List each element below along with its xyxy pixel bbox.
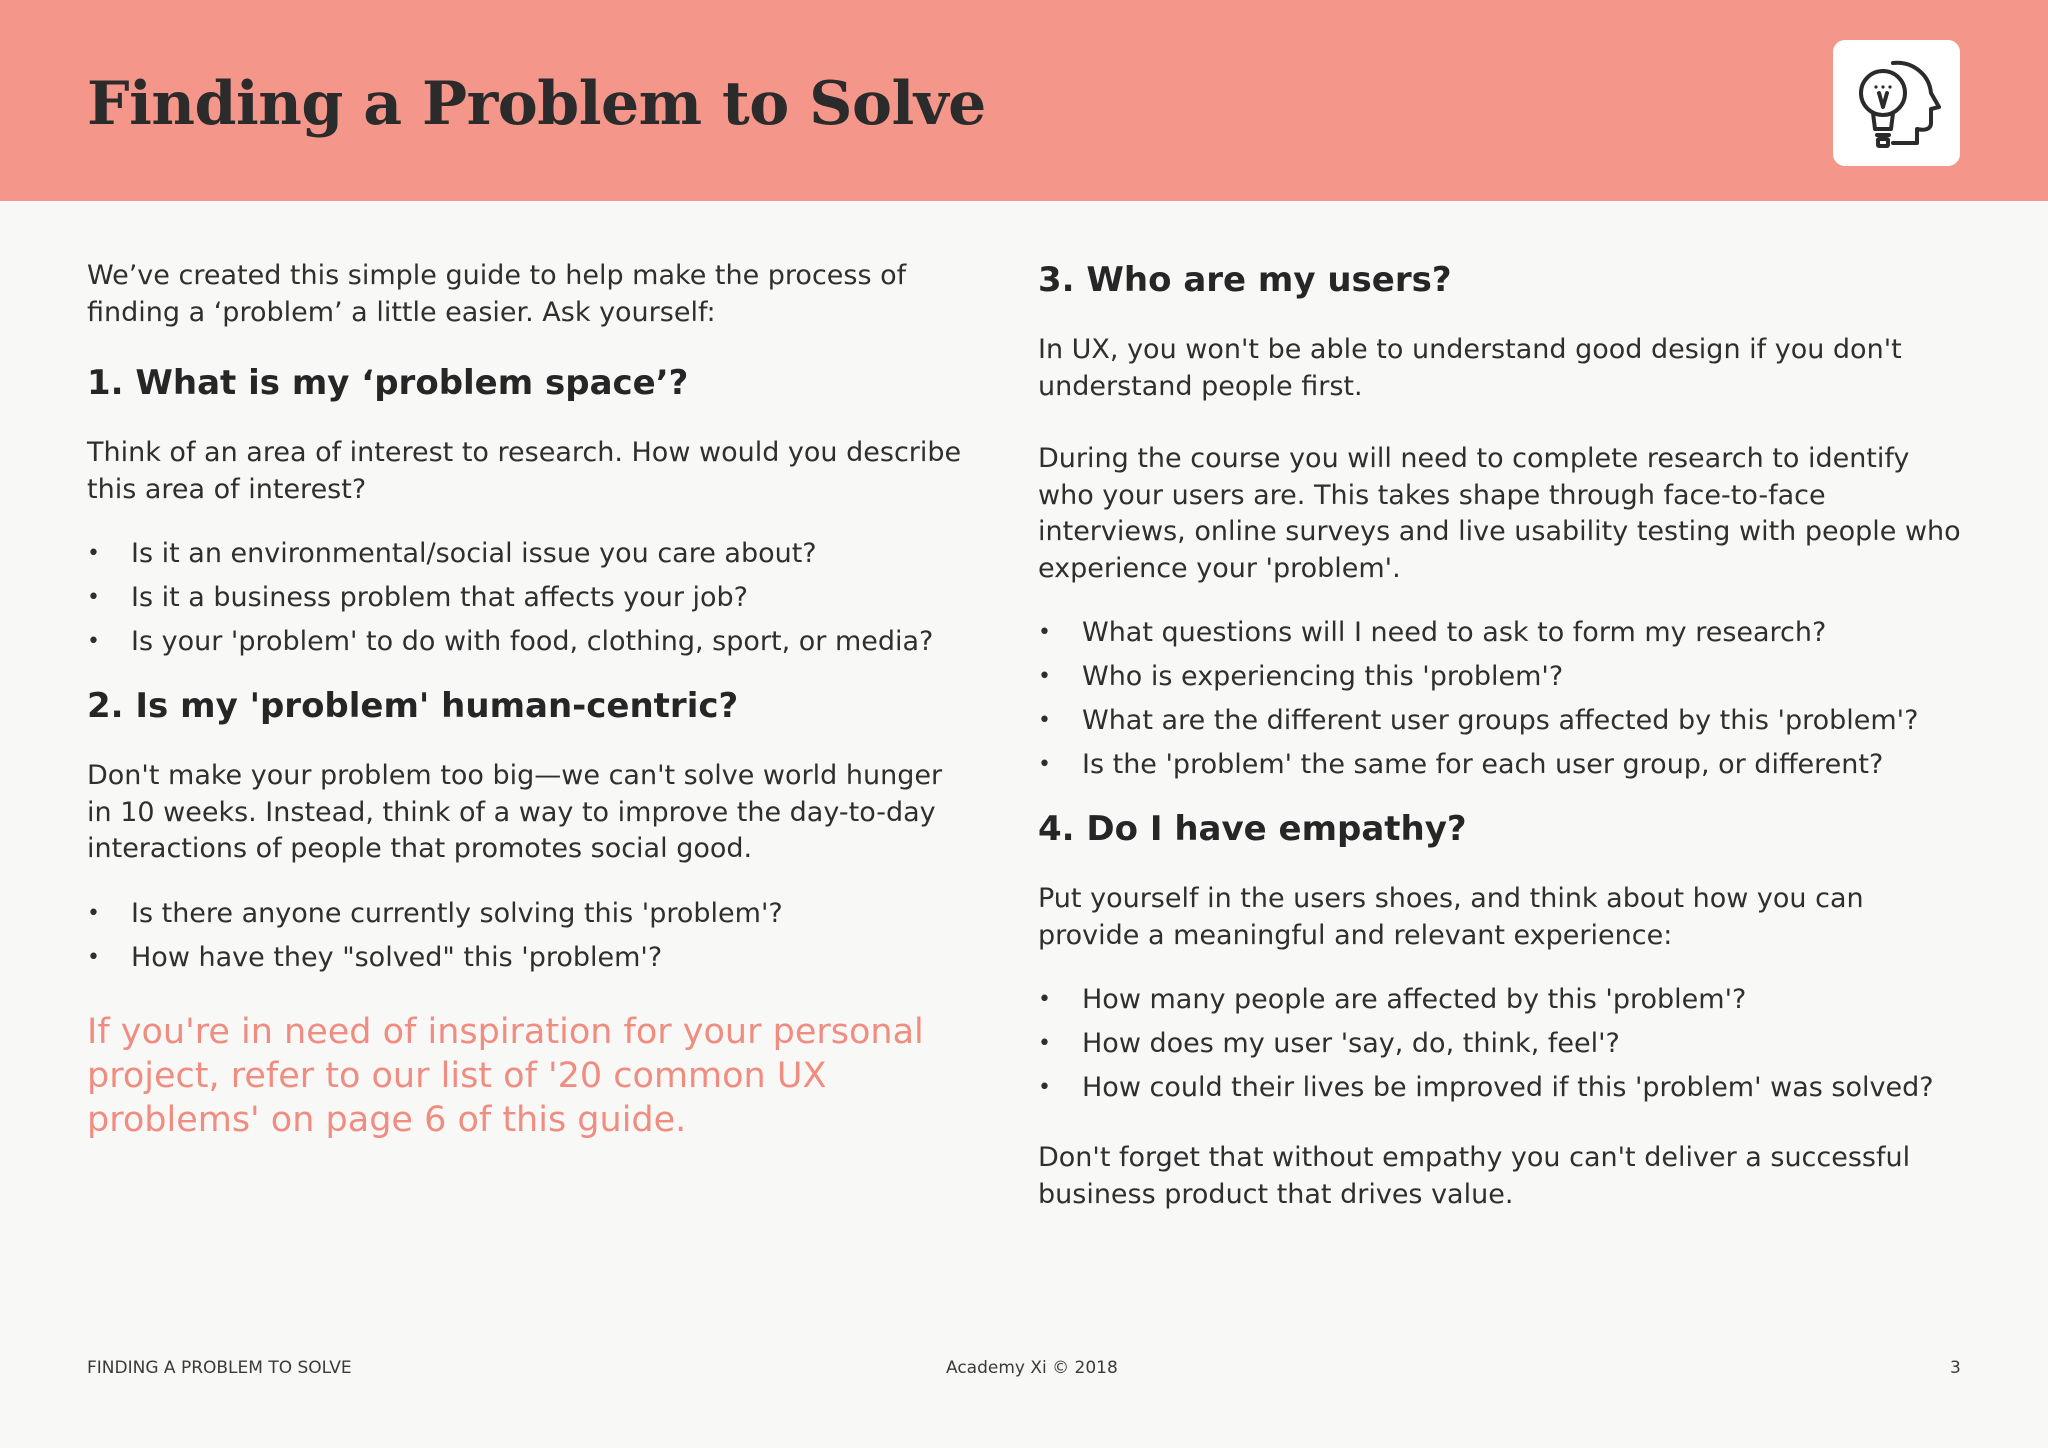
bullet-icon: •	[1038, 752, 1051, 777]
section-1-bullets	[87, 532, 967, 664]
closing-paragraph: Don't forget that without empathy you can't deliver a successful business product that drives value.	[1038, 1142, 1911, 1210]
list-item: • Is it a business problem that affects your job?	[87, 576, 967, 620]
section-3-heading: 3. Who are my users?	[1038, 260, 1452, 300]
list-item: • How have they "solved" this 'problem'?	[87, 936, 967, 980]
bullet-icon: •	[87, 629, 100, 654]
section-3-body-2: During the course you will need to complete research to identify who your users are. This takes shape through face-to-face interviews, online surveys and live usability testing with people who experience your 'problem'.	[1038, 443, 1961, 584]
section-2-body: Don't make your problem too big—we can't solve world hunger in 10 weeks. Instead, think of a way to improve the day-to-day interactions of people that promotes social good.	[87, 760, 943, 864]
section-2-bullets	[87, 892, 967, 980]
left-column	[87, 258, 967, 1142]
bullet-icon: •	[1038, 620, 1051, 645]
list-item: • Is it an environmental/social issue you care about?	[87, 532, 967, 576]
bullet-icon: •	[1038, 664, 1051, 689]
section-3-bullets	[1038, 611, 1968, 787]
section-2-heading: 2. Is my 'problem' human-centric?	[87, 686, 739, 726]
bullet-icon: •	[1038, 1075, 1051, 1100]
list-item: • What are the different user groups affected by this 'problem'?	[1038, 699, 1968, 743]
list-item: • How many people are affected by this 'problem'?	[1038, 978, 1968, 1022]
list-item: • What questions will I need to ask to form my research?	[1038, 611, 1968, 655]
page-title: Finding a Problem to Solve	[87, 69, 986, 139]
right-column	[1038, 258, 1968, 1213]
footer-document-title: FINDING A PROBLEM TO SOLVE	[87, 1358, 352, 1378]
list-item: • Is your 'problem' to do with food, clothing, sport, or media?	[87, 620, 967, 664]
section-4-body: Put yourself in the users shoes, and think about how you can provide a meaningful and relevant experience:	[1038, 883, 1864, 951]
section-4-bullets	[1038, 978, 1968, 1110]
list-item: • Who is experiencing this 'problem'?	[1038, 655, 1968, 699]
bullet-icon: •	[87, 585, 100, 610]
logo-tile	[1833, 40, 1960, 166]
bullet-icon: •	[87, 944, 100, 970]
section-1-heading: 1. What is my ‘problem space’?	[87, 363, 689, 403]
header-banner	[0, 0, 2048, 201]
section-3-body-1: In UX, you won't be able to understand good design if you don't understand people first.	[1038, 334, 1902, 402]
footer-copyright: Academy Xi © 2018	[946, 1358, 1118, 1378]
list-item: • Is there anyone currently solving this 'problem'?	[87, 892, 967, 936]
section-4-heading: 4. Do I have empathy?	[1038, 809, 1467, 849]
section-1-body: Think of an area of interest to research. How would you describe this area of interest?	[87, 437, 962, 505]
bullet-icon: •	[87, 900, 100, 926]
footer-page-number: 3	[1950, 1358, 1961, 1378]
list-item: • How does my user 'say, do, think, feel'?	[1038, 1022, 1968, 1066]
list-item: • Is the 'problem' the same for each user group, or different?	[1038, 743, 1968, 787]
bullet-icon: •	[1038, 987, 1051, 1012]
bullet-icon: •	[1038, 1031, 1051, 1056]
head-lightbulb-icon	[1853, 57, 1941, 149]
intro-paragraph: We’ve created this simple guide to help make the process of finding a ‘problem’ a little easier. Ask yourself:	[87, 260, 907, 328]
bullet-icon: •	[87, 541, 100, 566]
list-item: • How could their lives be improved if this 'problem' was solved?	[1038, 1066, 1968, 1110]
bullet-icon: •	[1038, 708, 1051, 733]
inspiration-callout: If you're in need of inspiration for your personal project, refer to our list of '20 common UX problems' on page 6 of this guide.	[87, 1011, 924, 1140]
